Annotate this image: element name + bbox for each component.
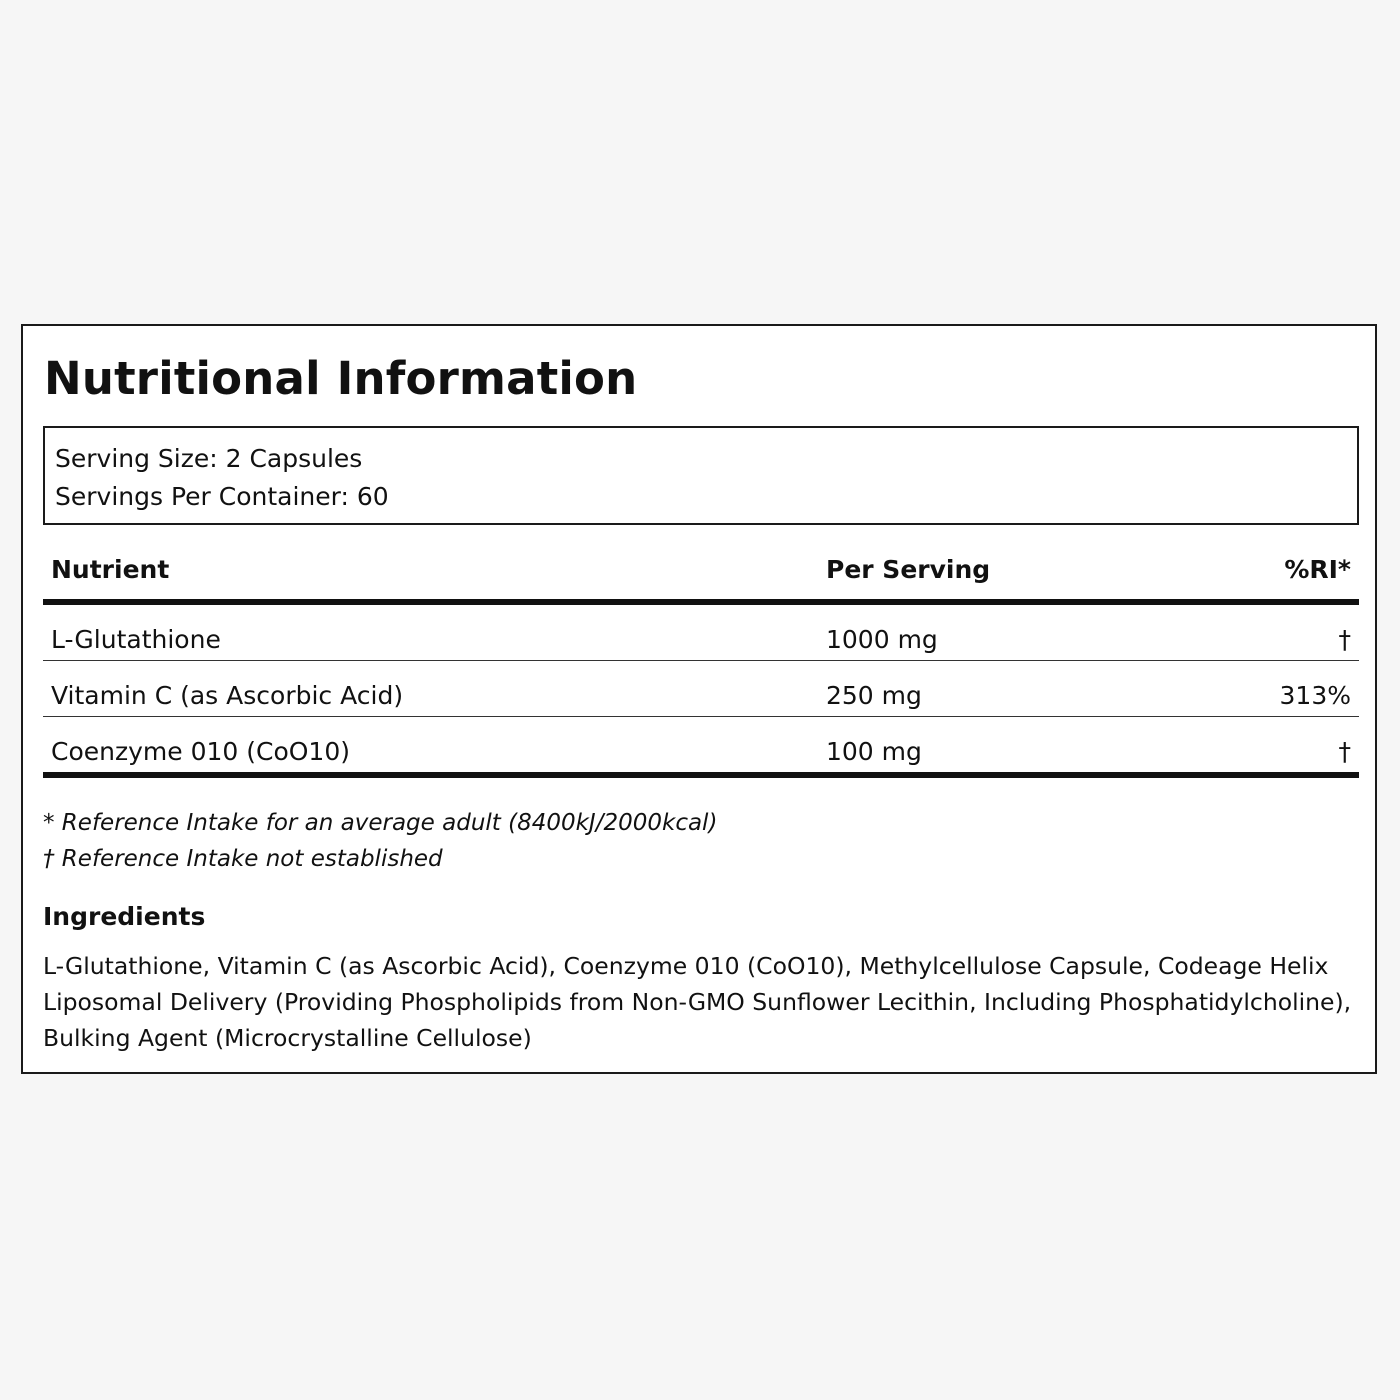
nutrient-name: Coenzyme 010 (CoO10) [51, 737, 350, 766]
nutrient-amount: 1000 mg [826, 625, 938, 654]
footnotes [43, 805, 717, 877]
header-nutrient: Nutrient [51, 555, 170, 584]
ingredients-text: L-Glutathione, Vitamin C (as Ascorbic Acid), Coenzyme 010 (CoO10), Methylcellulose Capsule, Codeage Helix Liposomal Delivery (Providing Phospholipids from Non-GMO Sunflower Lecithin, Including Phosphatidylcholine), Bulking Agent (Microcrystalline Cellulose) [43, 952, 1352, 1052]
page-title: Nutritional Information [44, 352, 638, 405]
nutrient-amount: 100 mg [826, 737, 922, 766]
nutrient-name: Vitamin C (as Ascorbic Acid) [51, 681, 404, 710]
footnote-ri-reference: * Reference Intake for an average adult (8400kJ/2000kcal) [43, 810, 718, 836]
header-ri: %RI* [1284, 555, 1351, 584]
table-header-row [43, 550, 1359, 605]
table-row [43, 605, 1359, 661]
footnote-ri-not-established: † Reference Intake not established [43, 846, 443, 872]
nutrition-panel [21, 324, 1377, 1074]
nutrient-name: L-Glutathione [51, 625, 221, 654]
ingredients-heading: Ingredients [43, 902, 206, 931]
header-per-serving: Per Serving [826, 555, 991, 584]
table-row [43, 717, 1359, 778]
serving-size: Serving Size: 2 Capsules [55, 444, 363, 473]
nutrient-ri: 313% [1279, 681, 1351, 710]
nutrient-table [43, 550, 1359, 778]
table-row [43, 661, 1359, 717]
serving-info-box [43, 426, 1359, 525]
nutrient-amount: 250 mg [826, 681, 922, 710]
nutrient-ri: † [1338, 737, 1351, 766]
nutrient-ri: † [1338, 625, 1351, 654]
servings-per-container: Servings Per Container: 60 [55, 482, 389, 511]
